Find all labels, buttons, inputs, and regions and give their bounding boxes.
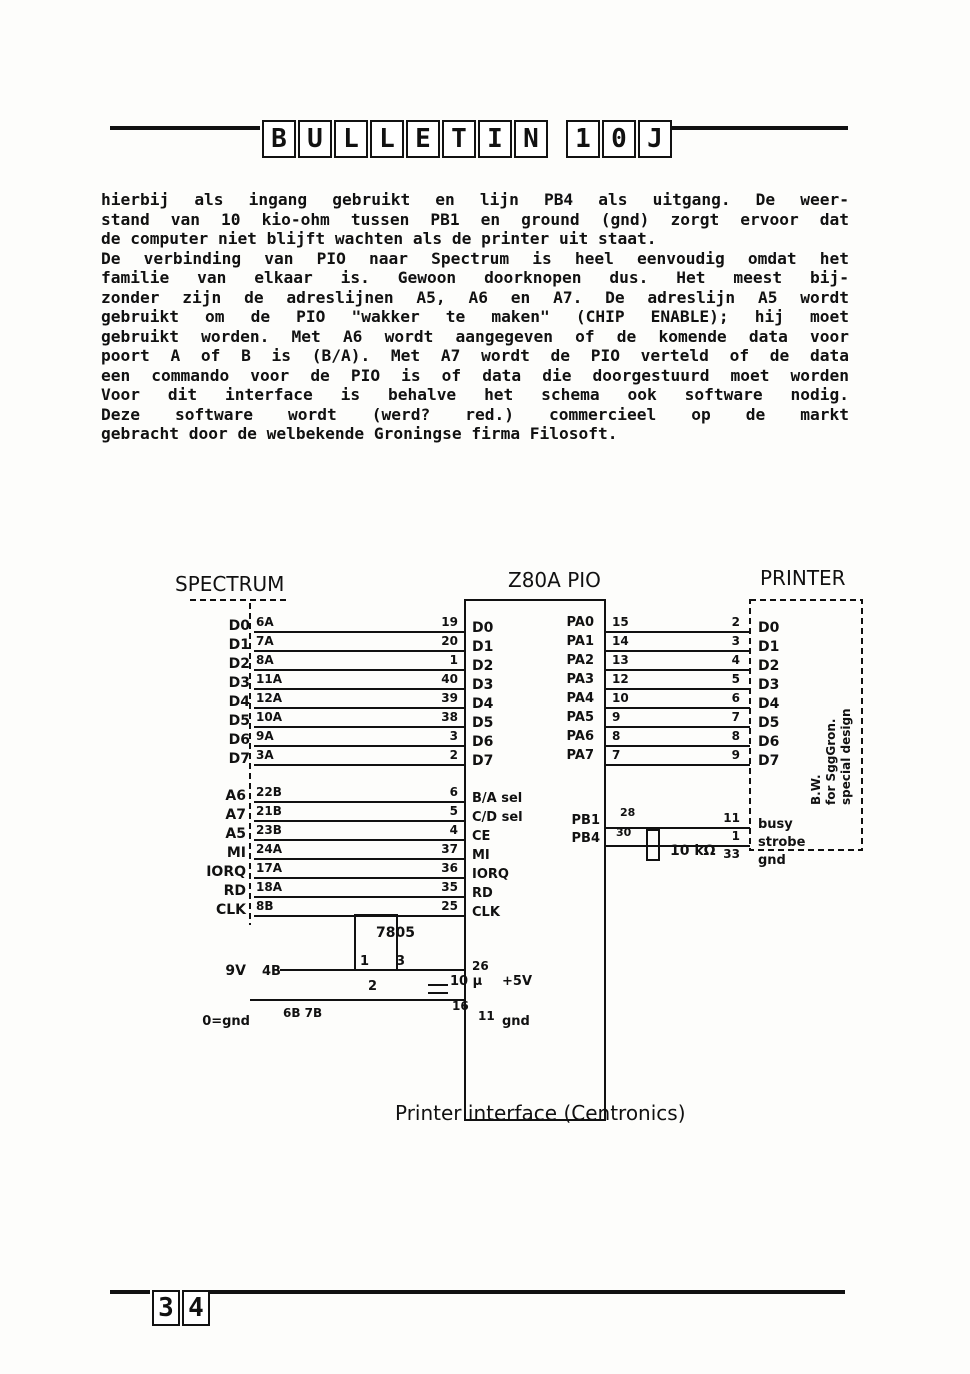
edge-pin-label: 9A — [256, 729, 274, 743]
pio-port-pin: 14 — [612, 634, 629, 648]
gnd-label: 0=gnd — [202, 1014, 250, 1029]
edge-pin-label: 7A — [256, 634, 274, 648]
pb1-pin: 28 — [620, 806, 636, 819]
pio-pb4-label: PB4 — [571, 831, 600, 846]
pio-port-label: PA2 — [566, 653, 594, 668]
pio-port-pin: 15 — [612, 615, 629, 629]
design-note-text: for SggGron. — [824, 718, 838, 805]
edge-4b-label: 4B — [262, 964, 281, 979]
pio-ctrl-pin: 6 — [449, 785, 458, 799]
reg-pin-2: 2 — [368, 979, 378, 994]
pio-port-pin: 13 — [612, 653, 629, 667]
spectrum-data-label: D3 — [228, 675, 250, 691]
printer-pin-number: 7 — [731, 710, 740, 724]
printer-pin-number: 5 — [731, 672, 740, 686]
printer-ctrl-pin: 1 — [731, 829, 740, 843]
edge-ctrl-pin: 8B — [256, 899, 274, 913]
text-line: stand van 10 kio-ohm tussen PB1 en ground (gnd) zorgt ervoor dat — [101, 209, 849, 229]
printer-pin-number: 9 — [731, 748, 740, 762]
printer-ctrl-pin: 11 — [723, 811, 740, 825]
schematic-dynamic-marks — [202, 615, 853, 1029]
printer-pin-number: 4 — [731, 653, 740, 667]
spectrum-ctrl-label: RD — [223, 883, 246, 899]
spectrum-title: SPECTRUM — [175, 572, 285, 596]
spectrum-ctrl-label: MI — [226, 845, 246, 861]
bulletin-logo: B U L L E T I N 1 0 J — [262, 120, 674, 158]
edge-ctrl-pin: 18A — [256, 880, 282, 894]
printer-ctrl-pin: 33 — [723, 847, 740, 861]
plus5v-label: +5V — [502, 974, 532, 989]
design-note-text: special design — [839, 708, 853, 805]
pio-data-label: D6 — [472, 734, 494, 750]
pio-pin-number: 39 — [441, 691, 458, 705]
printer-data-label: D5 — [758, 715, 780, 731]
printer-data-label: D6 — [758, 734, 780, 750]
printer-pin-number: 6 — [731, 691, 740, 705]
pio-pin-number: 2 — [449, 748, 458, 762]
regulator-label: 7805 — [376, 925, 415, 941]
pio-pin-11: 11 — [478, 1009, 495, 1023]
text-line: zonder zijn de adreslijnen A5, A6 en A7. De adreslijn A5 wordt — [101, 287, 849, 307]
pio-ctrl-pin: 25 — [441, 899, 458, 913]
spectrum-data-label: D2 — [228, 656, 250, 672]
pio-port-label: PA1 — [566, 634, 594, 649]
pio-ctrl-label: MI — [472, 848, 490, 863]
text-line: de computer niet blijft wachten als de printer uit staat. — [101, 229, 657, 248]
pio-data-label: D4 — [472, 696, 494, 712]
pio-ctrl-label: C/D sel — [472, 810, 523, 825]
pio-ctrl-pin: 4 — [449, 823, 458, 837]
edge-pin-label: 12A — [256, 691, 282, 705]
edge-pin-label: 11A — [256, 672, 282, 686]
pio-port-pin: 7 — [612, 748, 621, 762]
pio-port-label: PA5 — [566, 710, 594, 725]
pio-pin-number: 1 — [449, 653, 458, 667]
printer-ctrl-label: busy — [758, 817, 793, 832]
printer-data-label: D4 — [758, 696, 780, 712]
pio-data-label: D3 — [472, 677, 494, 693]
spectrum-ctrl-label: A6 — [225, 788, 246, 804]
pio-pin-number: 40 — [441, 672, 458, 686]
edge-ctrl-pin: 22B — [256, 785, 282, 799]
printer-data-label: D7 — [758, 753, 780, 769]
pio-pin-26: 26 — [472, 959, 489, 973]
footer-rule-left — [110, 1290, 150, 1294]
article-text — [101, 190, 849, 444]
edge-pin-label: 10A — [256, 710, 282, 724]
pio-ctrl-pin: 36 — [441, 861, 458, 875]
spectrum-ctrl-label: A7 — [225, 807, 246, 823]
text-line: een commando voor de PIO is of data die doorgestuurd moet worden — [101, 365, 849, 385]
pio-port-pin: 9 — [612, 710, 621, 724]
diagram-caption: Printer interface (Centronics) — [395, 1101, 686, 1125]
pio-port-pin: 12 — [612, 672, 629, 686]
pio-pin-number: 20 — [441, 634, 458, 648]
schematic-diagram — [150, 565, 880, 1130]
pio-port-pin: 10 — [612, 691, 629, 705]
pio-data-label: D0 — [472, 620, 494, 636]
resistor-label: 10 kΩ — [670, 843, 716, 859]
spectrum-data-label: D1 — [228, 637, 250, 653]
edge-ctrl-pin: 21B — [256, 804, 282, 818]
schematic-svg — [150, 565, 880, 1130]
text-line: gebruikt om de PIO "wakker te maken" (CHIP ENABLE); hij moet — [101, 307, 849, 326]
capacitor-label: 10 μ — [450, 974, 483, 989]
printer-pin-number: 2 — [731, 615, 740, 629]
printer-data-label: D3 — [758, 677, 780, 693]
pio-ctrl-label: B/A sel — [472, 791, 523, 806]
header-rule-left — [110, 126, 260, 130]
reg-pin-3: 3 — [396, 954, 406, 969]
spectrum-data-label: D4 — [228, 694, 250, 710]
printer-data-label: D2 — [758, 658, 780, 674]
pio-data-label: D5 — [472, 715, 494, 731]
footer-rule-right — [210, 1290, 845, 1294]
edge-pin-label: 6A — [256, 615, 274, 629]
pio-port-label: PA7 — [566, 748, 594, 763]
design-note-text: B.W. — [809, 774, 823, 805]
pio-pin-number: 3 — [449, 729, 458, 743]
text-line: poort A of B is (B/A). Met A7 wordt de PIO verteld of de data — [101, 346, 849, 365]
pio-data-label: D1 — [472, 639, 494, 655]
printer-ctrl-label: strobe — [758, 835, 806, 850]
pio-ctrl-label: CLK — [472, 905, 500, 920]
power-9v-label: 9V — [225, 963, 246, 979]
pio-pin-16: 16 — [452, 999, 469, 1013]
text-line: Voor dit interface is behalve het schema ook software nodig. — [101, 385, 849, 404]
text-line: hierbij als ingang gebruikt en lijn PB4 als uitgang. De weer- — [101, 190, 849, 209]
pio-title: Z80A PIO — [508, 568, 601, 592]
spectrum-data-label: D7 — [228, 751, 250, 767]
pio-port-label: PA0 — [566, 615, 594, 630]
pio-data-label: D2 — [472, 658, 494, 674]
pio-gnd-label: gnd — [502, 1014, 530, 1029]
spectrum-ctrl-label: CLK — [215, 902, 246, 918]
text-line: gebruikt worden. Met A6 wordt aangegeven of de komende data voor — [101, 326, 849, 346]
pio-ctrl-label: RD — [472, 886, 493, 901]
printer-pin-number: 3 — [731, 634, 740, 648]
printer-title: PRINTER — [760, 566, 846, 590]
printer-data-label: D0 — [758, 620, 780, 636]
printer-data-label: D1 — [758, 639, 780, 655]
edge-gnd-pins: 6B 7B — [283, 1006, 323, 1020]
text-line: De verbinding van PIO naar Spectrum is heel eenvoudig omdat het — [101, 248, 849, 268]
pio-ctrl-pin: 37 — [441, 842, 458, 856]
text-line: familie van elkaar is. Gewoon doorknopen dus. Het meest bij- — [101, 268, 849, 287]
pb4-pin: 30 — [616, 826, 632, 839]
pio-pb1-label: PB1 — [571, 813, 600, 828]
header-rule-right — [652, 126, 848, 130]
spectrum-ctrl-label: IORQ — [206, 864, 246, 880]
text-line: gebracht door de welbekende Groningse firma Filosoft. — [101, 424, 618, 443]
printer-pin-number: 8 — [731, 729, 740, 743]
pio-ctrl-label: IORQ — [472, 867, 509, 882]
edge-pin-label: 8A — [256, 653, 274, 667]
pio-port-pin: 8 — [612, 729, 621, 743]
page-number: 3 4 — [152, 1290, 212, 1326]
edge-pin-label: 3A — [256, 748, 274, 762]
pio-port-label: PA4 — [566, 691, 594, 706]
pio-data-label: D7 — [472, 753, 494, 769]
pio-ctrl-pin: 35 — [441, 880, 458, 894]
reg-pin-1: 1 — [360, 954, 370, 969]
pio-port-label: PA3 — [566, 672, 594, 687]
edge-ctrl-pin: 24A — [256, 842, 282, 856]
printer-ctrl-label: gnd — [758, 853, 786, 868]
pio-pin-number: 38 — [441, 710, 458, 724]
pio-pin-number: 19 — [441, 615, 458, 629]
pio-port-label: PA6 — [566, 729, 594, 744]
spectrum-ctrl-label: A5 — [225, 826, 246, 842]
pio-ctrl-label: CE — [472, 829, 491, 844]
spectrum-data-label: D6 — [228, 732, 250, 748]
pio-ctrl-pin: 5 — [449, 804, 458, 818]
text-line: Deze software wordt (werd? red.) commercieel op de markt — [101, 404, 849, 424]
spectrum-data-label: D5 — [228, 713, 250, 729]
edge-ctrl-pin: 23B — [256, 823, 282, 837]
edge-ctrl-pin: 17A — [256, 861, 282, 875]
spectrum-data-label: D0 — [228, 618, 250, 634]
